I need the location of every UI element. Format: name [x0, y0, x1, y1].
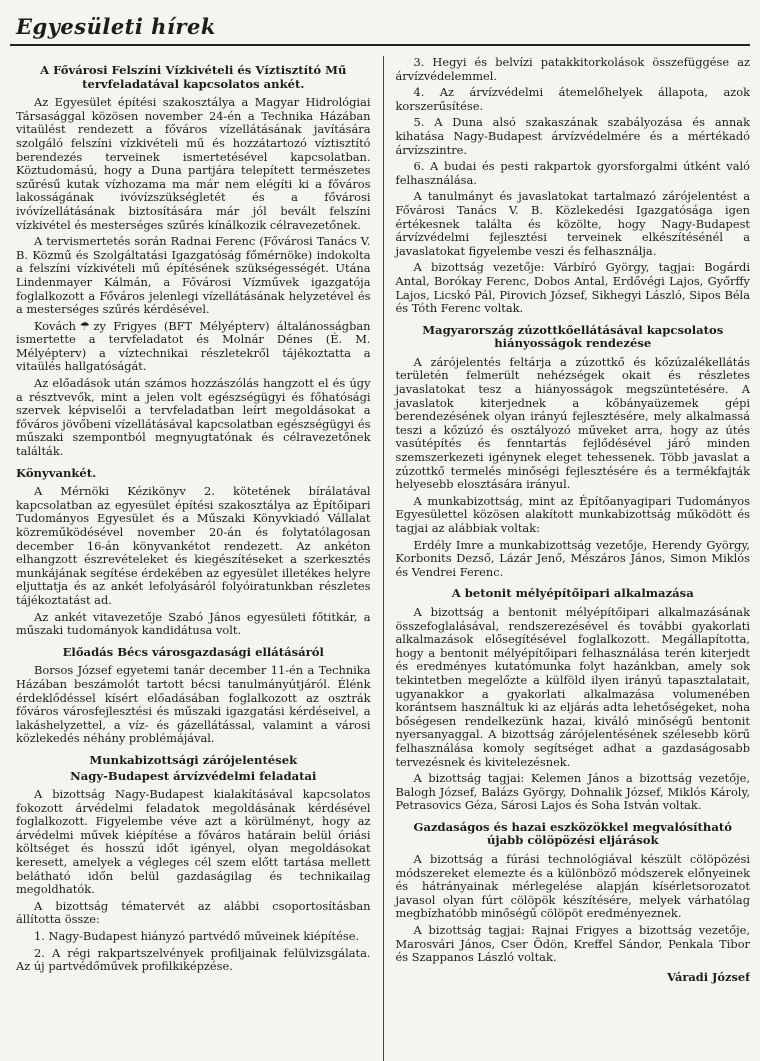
paragraph: A tervismertetés során Radnai Ferenc (Fővárosi Tanács V. B. Közmű és Szolgáltatási Igazgatóság főmérnöke) indokolta a felszíni vízkivételi mű építésének szükségességét. Utána Lindenmayer Kálmán, a Fővárosi Vízművek igazgatója foglalkozott a Főváros jelenlegi vízellátásának helyzetével és a mesterséges szűrés kérdésével.	[16, 234, 371, 317]
article-title: A Fővárosi Felszíni Vízkivételi és Víztisztító Mű tervfeladatával kapcsolatos ankét.	[40, 63, 347, 91]
paragraph: Az előadások után számos hozzászólás hangzott el és úgy a résztvevők, mint a jelen volt egészségügyi és főhatósági szervek képviselői a tervfeladatban leírt megoldásokat a főváros jövőbeni vízellátásával kapcsolatban egészségügyi és műszaki szempontból megnyugtatónak és célravezetőnek találták.	[16, 376, 371, 459]
paragraph: A bizottság vezetője: Várbíró György, tagjai: Bogárdi Antal, Borókay Ferenc, Dobos Antal, Erdővégi Lajos, Győrffy Lajos, Licskó Pál, Pirovich József, Sikhegyi László, Sipos Béla és Tóth Ferenc voltak.	[395, 260, 750, 316]
paragraph: A tanulmányt és javaslatokat tartalmazó zárójelentést a Fővárosi Tanács V. B. Közlekedési Igazgatósága igen értékesnek találta és közölte, hogy Nagy-Budapest árvízvédelmi fejlesztési terveinek elkészítésénél a javaslatokat figyelembe veszi és felhasználja.	[395, 189, 750, 258]
paragraph: Borsos József egyetemi tanár december 11-én a Technika Házában beszámolót tartott bécsi tanulmányútjáról. Élénk érdeklődéssel kísért előadásában foglalkozott az osztrák főváros városfejlesztési és műszaki igazgatási kérdéseivel, a lakáshelyzettel, a víz- és gázellátással, valamint a városi közlekedés néhány problémájával.	[16, 663, 371, 746]
article-title: Magyarország zúzottkőellátásával kapcsolatos hiányosságok rendezése	[422, 322, 724, 351]
list-item: 3. Hegyi és belvízi patakkitorkolások összefüggése az árvízvédelemmel.	[395, 56, 750, 83]
paragraph: Erdély Imre a munkabizottság vezetője, Herendy György, Korbonits Dezső, Lázár Jenő, Mészáros János, Simon Miklós és Vendrei Ferenc.	[395, 537, 750, 579]
paragraph: A bizottság Nagy-Budapest kialakításával kapcsolatos fokozott árvédelmi feladatok megoldásának kérdésével foglalkozott. Figyelembe véve azt a körülményt, hogy az árvédelmi művek kiépítése a főváros határain belül óriási költséget és hosszú időt igényel, olyan megoldásokat keresett, amelyek a végleges cél szem előtt tartása mellett belátható időn belül gazdaságilag és technikailag megoldhatók.	[16, 787, 371, 897]
paragraph: A bizottság tématervét az alábbi csoportosításban állította össze:	[16, 898, 371, 927]
page-title: Egyesületi hírek	[16, 14, 216, 39]
list-item: 1. Nagy-Budapest hiányzó partvédő műveinek kiépítése.	[34, 929, 360, 944]
list-item: 4. Az árvízvédelmi átemelőhelyek állapota, azok korszerűsítése.	[395, 85, 750, 113]
paragraph: A zárójelentés feltárja a zúzottkő és kőzúzalékellátás területén felmerült nehézségek okait és részletes javaslatokat tesz a hiányosságok megszüntetésére. A javaslatok kiterjednek a kőbányaüzemek gépi berendezésének olyan irányú fejlesztésére, mely alkalmassá teszi a kőzúzó és osztályozó műveket arra, hogy az útés vasútépítés és fenntartás fejlődésével járó minden szemszerkezeti igénynek eleget tehessenek. Több javaslat a zúzottkő termelés minőségi fejlesztésére és a termékfajták helyesebb elosztására irányul.	[395, 354, 750, 492]
article-subtitle: Nagy-Budapest árvízvédelmi feladatai	[70, 768, 317, 783]
header-divider	[10, 44, 750, 46]
paragraph: A bizottság tagjai: Rajnai Frigyes a bizottság vezetője, Marosvári János, Cser Ödön, Kreffel Sándor, Penkala Tibor és Szappanos László voltak.	[395, 923, 750, 965]
paragraph: A bizottság a bentonit mélyépítőipari alkalmazásának összefoglalásával, rendszerezésével és további gyakorlati alkalmazások elősegítésével foglalkozott. Megállapította, hogy a bentonit mélyépítőipari felhasználása terén kiterjedt és eredményes kutatómunka folyt hazánkban, amely sok tekintetben megelőzte a külföld ilyen irányú tapasztalatait, ugyanakkor a gyakorlati alkalmazása volumenében korántsem használtuk ki az eljárás adta lehetőségeket, noha bőségesen rendelkezünk hazai, kiváló minőségű bentonit nyersanyaggal. A bizottság zárójelentésének szélesebb körű felhasználása komoly segítséget adhat a gazdaságosabb tervezésnek és kivitelezésnek.	[395, 604, 750, 769]
list-item: 2. A régi rakpartszelvények profiljainak felülvizsgálata. Az új partvédőművek profilkiképzése.	[16, 945, 371, 974]
left-column	[16, 56, 383, 1061]
paragraph: Az Egyesület építési szakosztálya a Magyar Hidrológiai Társasággal közösen november 24-én a Technika Házában vitaülést rendezett a főváros vízellátásának javítására szolgáló felszíni vízkivételi mű és hozzátartozó víztisztító berendezés terveinek ismertetésével kapcsolatban. Köztudomású, hogy a Duna partjára telepített természetes szűrésű kutak vízhozama ma már nem elégíti ki a főváros lakosságának ivóvízszükségletét és a fővárosi ivóvízellátásának biztosítására már jól bevált felszíni vízkivétel és mesterséges szűrés kínálkozik célravezetőnek.	[16, 95, 371, 232]
paragraph: Az ankét vitavezetője Szabó János egyesületi főtitkár, a műszaki tudományok kandidátusa volt.	[16, 609, 371, 638]
article-title: Könyvankét.	[16, 465, 97, 480]
paragraph: A Mérnöki Kézikönyv 2. kötetének bírálatával kapcsolatban az egyesület építési szakosztálya az Építőipari Tudományos Egyesület és a Műszaki Könyvkiadó Vállalat közreműködésével november 20-án és folytatólagosan december 16-án könyvankétot rendezett. Az ankéton elhangzott észrevételeket és kiegészítéseket a szerkesztés munkájának segítése érdekében az egyesület illetékes helyre eljuttatja és az ankét lefolyásáról folyóiratunkban részletes tájékoztatást ad.	[16, 484, 371, 607]
article-title: Előadás Bécs városgazdasági ellátásáról	[62, 644, 324, 659]
section-title: Munkabizottsági zárójelentések	[89, 752, 298, 767]
list-item: 5. A Duna alsó szakaszának szabályozása és annak kihatása Nagy-Budapest árvízvédelmére és a mértékadó árvízszintre.	[395, 115, 750, 157]
article-columns	[16, 56, 750, 1061]
paragraph: Kovách☂zy Frigyes (BFT Mélyépterv) általánosságban ismertette a tervfeladatot és Molnár Dénes (É. M. Mélyépterv) a víztechnikai részletekről tájékoztatta a vitaülés hallgatóságát.	[16, 318, 371, 374]
paragraph: A munkabizottság, mint az Építőanyagipari Tudományos Egyesülettel közösen alakított munkabizottság működött és tagjai az alábbiak voltak:	[395, 493, 750, 535]
right-column	[383, 56, 750, 1061]
paragraph: A bizottság a fúrási technológiával készült cölöpözési módszereket elemezte és a különböző módszerek előnyeinek és hátrányainak mérlegelése alapján kísérletsorozatot javasol olyan fúrt cölöpök készítésére, melyek várhatólag megbízhatóbb minőségű cölöpöt eredményeznek.	[395, 852, 750, 921]
list-item: 6. A budai és pesti rakpartok gyorsforgalmi útként való felhasználása.	[395, 159, 750, 187]
article-title: A betonit mélyépítőipari alkalmazása	[451, 586, 694, 601]
author-signature: Váradi József	[667, 969, 750, 984]
article-title: Gazdaságos és hazai eszközökkel megvalósítható újabb cölöpözési eljárások	[413, 819, 732, 848]
paragraph: A bizottság tagjai: Kelemen János a bizottság vezetője, Balogh József, Balázs György, Dohnalik József, Miklós Károly, Petrasovics Géza, Sárosi Lajos és Soha István voltak.	[395, 771, 750, 813]
